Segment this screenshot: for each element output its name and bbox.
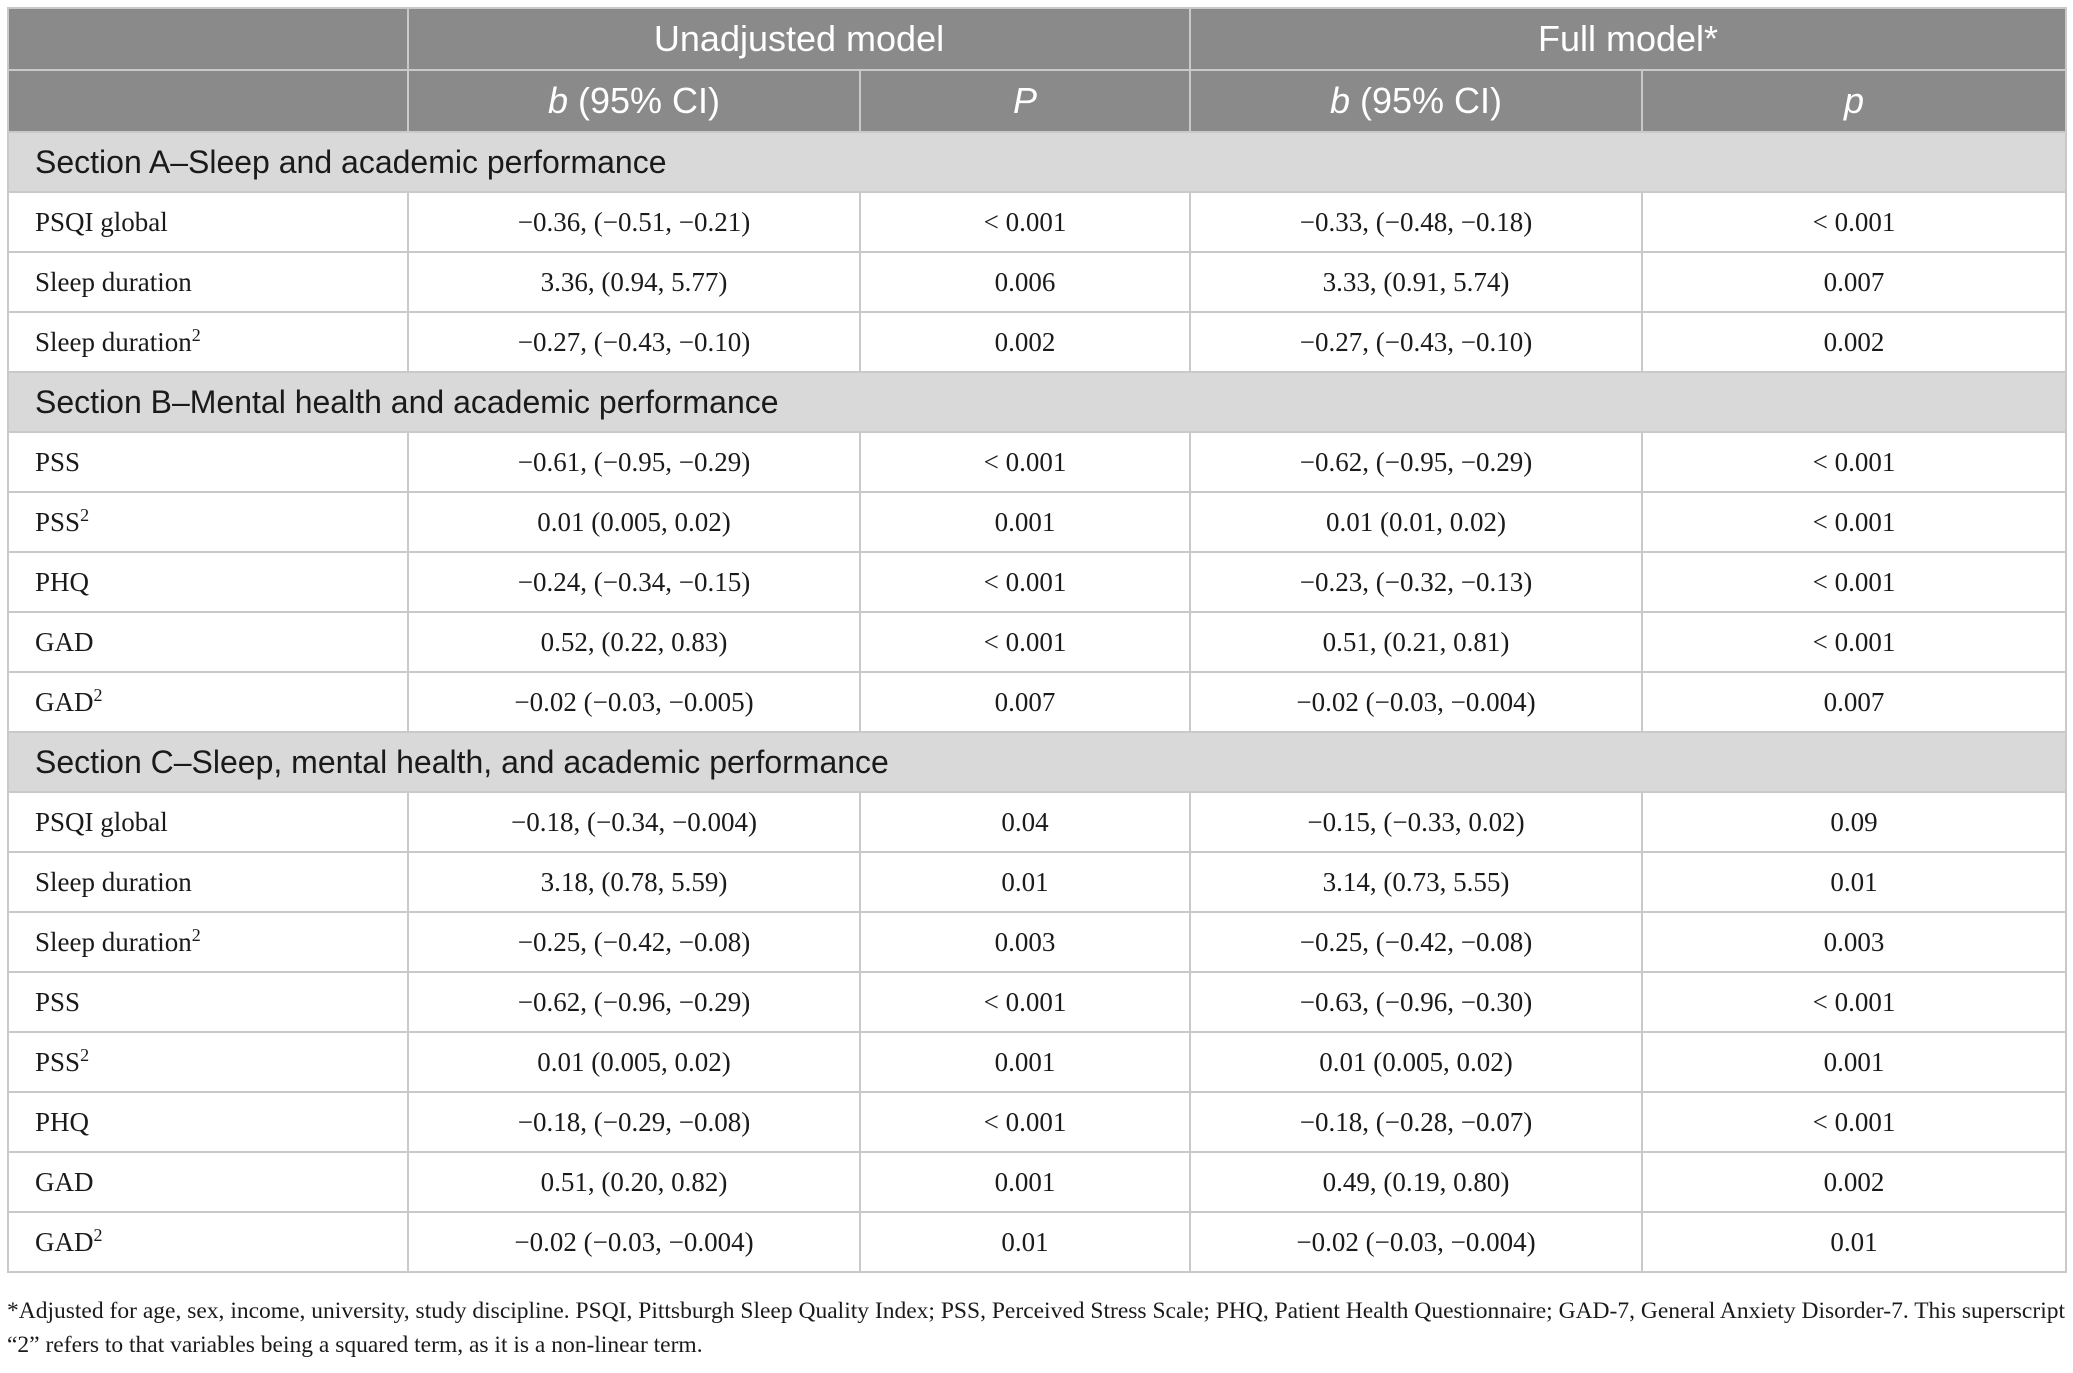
p-unadjusted-cell: 0.003 bbox=[860, 912, 1190, 972]
b-ci-full-cell: 0.51, (0.21, 0.81) bbox=[1190, 612, 1642, 672]
b-ci-full-cell: −0.02 (−0.03, −0.004) bbox=[1190, 672, 1642, 732]
table-header bbox=[8, 8, 2066, 132]
b-ci-full-cell: −0.62, (−0.95, −0.29) bbox=[1190, 432, 1642, 492]
row-label-cell bbox=[8, 792, 408, 852]
b-ci-full-cell: −0.25, (−0.42, −0.08) bbox=[1190, 912, 1642, 972]
variable-label: GAD bbox=[35, 1166, 94, 1197]
b-ci-full-cell: −0.02 (−0.03, −0.004) bbox=[1190, 1212, 1642, 1272]
b-symbol: b bbox=[547, 80, 568, 121]
row-label-cell bbox=[8, 192, 408, 252]
p-full-cell: < 0.001 bbox=[1642, 612, 2066, 672]
p-unadjusted-cell: 0.001 bbox=[860, 1032, 1190, 1092]
row-label-cell bbox=[8, 852, 408, 912]
p-full-cell: < 0.001 bbox=[1642, 972, 2066, 1032]
p-full-cell: 0.001 bbox=[1642, 1032, 2066, 1092]
variable-label: Sleep duration bbox=[35, 866, 192, 897]
b-ci-unadjusted-cell: 3.36, (0.94, 5.77) bbox=[408, 252, 860, 312]
b-ci-unadjusted-cell: −0.27, (−0.43, −0.10) bbox=[408, 312, 860, 372]
variable-label: PSS bbox=[35, 986, 81, 1017]
b-ci-unadjusted-cell: −0.18, (−0.29, −0.08) bbox=[408, 1092, 860, 1152]
squared-superscript: 2 bbox=[191, 324, 201, 345]
header-p-unadjusted: P bbox=[860, 70, 1190, 132]
header-empty-cell bbox=[8, 8, 408, 70]
row-label-cell bbox=[8, 612, 408, 672]
b-ci-full-cell: −0.18, (−0.28, −0.07) bbox=[1190, 1092, 1642, 1152]
section-title: Section C–Sleep, mental health, and academic performance bbox=[8, 732, 2066, 792]
p-full-cell: 0.09 bbox=[1642, 792, 2066, 852]
b-ci-unadjusted-cell: −0.18, (−0.34, −0.004) bbox=[408, 792, 860, 852]
row-label-cell bbox=[8, 1212, 408, 1272]
regression-table-container bbox=[7, 7, 2065, 1273]
b-ci-unadjusted-cell: −0.02 (−0.03, −0.005) bbox=[408, 672, 860, 732]
b-ci-unadjusted-cell: 0.51, (0.20, 0.82) bbox=[408, 1152, 860, 1212]
row-label-cell bbox=[8, 972, 408, 1032]
b-ci-unadjusted-cell: 3.18, (0.78, 5.59) bbox=[408, 852, 860, 912]
header-unadjusted-model: Unadjusted model bbox=[408, 8, 1190, 70]
variable-label: GAD bbox=[35, 686, 94, 717]
header-b-ci-unadjusted bbox=[408, 70, 860, 132]
p-unadjusted-cell: 0.04 bbox=[860, 792, 1190, 852]
b-ci-full-cell: −0.23, (−0.32, −0.13) bbox=[1190, 552, 1642, 612]
p-unadjusted-cell: 0.001 bbox=[860, 492, 1190, 552]
p-unadjusted-cell: < 0.001 bbox=[860, 612, 1190, 672]
p-unadjusted-cell: < 0.001 bbox=[860, 1092, 1190, 1152]
row-label-cell bbox=[8, 252, 408, 312]
p-full-cell: 0.01 bbox=[1642, 1212, 2066, 1272]
b-ci-unadjusted-cell: −0.24, (−0.34, −0.15) bbox=[408, 552, 860, 612]
squared-superscript: 2 bbox=[191, 924, 201, 945]
variable-label: Sleep duration bbox=[35, 266, 192, 297]
table-row bbox=[8, 792, 2066, 852]
table-row bbox=[8, 312, 2066, 372]
header-empty-cell bbox=[8, 70, 408, 132]
b-ci-full-cell: −0.63, (−0.96, −0.30) bbox=[1190, 972, 1642, 1032]
section-header-row bbox=[8, 132, 2066, 192]
row-label-cell bbox=[8, 492, 408, 552]
header-b-ci-full bbox=[1190, 70, 1642, 132]
section-title: Section B–Mental health and academic performance bbox=[8, 372, 2066, 432]
b-ci-unadjusted-cell: 0.01 (0.005, 0.02) bbox=[408, 1032, 860, 1092]
p-unadjusted-cell: 0.007 bbox=[860, 672, 1190, 732]
squared-superscript: 2 bbox=[80, 1044, 90, 1065]
table-row bbox=[8, 1212, 2066, 1272]
variable-label: GAD bbox=[35, 626, 94, 657]
b-ci-full-cell: 0.01 (0.005, 0.02) bbox=[1190, 1032, 1642, 1092]
table-row bbox=[8, 912, 2066, 972]
p-unadjusted-cell: < 0.001 bbox=[860, 972, 1190, 1032]
table-row bbox=[8, 432, 2066, 492]
table-body bbox=[8, 132, 2066, 1272]
p-full-cell: < 0.001 bbox=[1642, 492, 2066, 552]
header-p-full: p bbox=[1642, 70, 2066, 132]
header-full-model: Full model* bbox=[1190, 8, 2066, 70]
ci-label: (95% CI) bbox=[1349, 80, 1503, 121]
p-full-cell: 0.007 bbox=[1642, 252, 2066, 312]
variable-label: PSQI global bbox=[35, 806, 168, 837]
p-full-cell: 0.003 bbox=[1642, 912, 2066, 972]
p-full-cell: 0.007 bbox=[1642, 672, 2066, 732]
b-ci-unadjusted-cell: −0.36, (−0.51, −0.21) bbox=[408, 192, 860, 252]
p-full-cell: 0.01 bbox=[1642, 852, 2066, 912]
table-row bbox=[8, 192, 2066, 252]
table-row bbox=[8, 1032, 2066, 1092]
squared-superscript: 2 bbox=[80, 504, 90, 525]
b-ci-full-cell: −0.33, (−0.48, −0.18) bbox=[1190, 192, 1642, 252]
b-symbol: b bbox=[1329, 80, 1350, 121]
b-ci-full-cell: 0.01 (0.01, 0.02) bbox=[1190, 492, 1642, 552]
p-full-cell: < 0.001 bbox=[1642, 432, 2066, 492]
table-row bbox=[8, 552, 2066, 612]
row-label-cell bbox=[8, 1092, 408, 1152]
table-row bbox=[8, 252, 2066, 312]
variable-label: PHQ bbox=[35, 1106, 90, 1137]
b-ci-unadjusted-cell: −0.25, (−0.42, −0.08) bbox=[408, 912, 860, 972]
table-row bbox=[8, 612, 2066, 672]
squared-superscript: 2 bbox=[93, 1224, 103, 1245]
p-unadjusted-cell: 0.01 bbox=[860, 852, 1190, 912]
p-unadjusted-cell: 0.001 bbox=[860, 1152, 1190, 1212]
p-full-cell: 0.002 bbox=[1642, 312, 2066, 372]
b-ci-unadjusted-cell: −0.02 (−0.03, −0.004) bbox=[408, 1212, 860, 1272]
p-unadjusted-cell: 0.006 bbox=[860, 252, 1190, 312]
b-ci-full-cell: −0.27, (−0.43, −0.10) bbox=[1190, 312, 1642, 372]
p-full-cell: 0.002 bbox=[1642, 1152, 2066, 1212]
b-ci-full-cell: 3.14, (0.73, 5.55) bbox=[1190, 852, 1642, 912]
variable-label: PSS bbox=[35, 506, 81, 537]
p-unadjusted-cell: 0.01 bbox=[860, 1212, 1190, 1272]
row-label-cell bbox=[8, 432, 408, 492]
p-full-cell: < 0.001 bbox=[1642, 192, 2066, 252]
section-header-row bbox=[8, 372, 2066, 432]
row-label-cell bbox=[8, 1152, 408, 1212]
b-ci-full-cell: 0.49, (0.19, 0.80) bbox=[1190, 1152, 1642, 1212]
table-footnote: *Adjusted for age, sex, income, university, study discipline. PSQI, Pittsburgh Sleep Quality Index; PSS, Perceived Stress Scale; PHQ, Patient Health Questionnaire; GAD-7, General Anxiety Disorder-7. This superscript “2” refers to that variables being a squared term, as it is a non-linear term. bbox=[7, 1298, 2065, 1358]
variable-label: PSS bbox=[35, 446, 81, 477]
variable-label: PHQ bbox=[35, 566, 90, 597]
b-ci-unadjusted-cell: −0.61, (−0.95, −0.29) bbox=[408, 432, 860, 492]
section-header-row bbox=[8, 732, 2066, 792]
row-label-cell bbox=[8, 312, 408, 372]
table-row bbox=[8, 492, 2066, 552]
table-row bbox=[8, 1152, 2066, 1212]
row-label-cell bbox=[8, 912, 408, 972]
row-label-cell bbox=[8, 672, 408, 732]
p-unadjusted-cell: 0.002 bbox=[860, 312, 1190, 372]
b-ci-unadjusted-cell: −0.62, (−0.96, −0.29) bbox=[408, 972, 860, 1032]
p-unadjusted-cell: < 0.001 bbox=[860, 432, 1190, 492]
p-full-cell: < 0.001 bbox=[1642, 552, 2066, 612]
header-row-groups bbox=[8, 8, 2066, 70]
b-ci-unadjusted-cell: 0.52, (0.22, 0.83) bbox=[408, 612, 860, 672]
table-row bbox=[8, 672, 2066, 732]
regression-table bbox=[7, 7, 2067, 1273]
variable-label: Sleep duration bbox=[35, 326, 192, 357]
table-row bbox=[8, 972, 2066, 1032]
table-row bbox=[8, 852, 2066, 912]
row-label-cell bbox=[8, 1032, 408, 1092]
ci-label: (95% CI) bbox=[567, 80, 721, 121]
variable-label: PSS bbox=[35, 1046, 81, 1077]
variable-label: GAD bbox=[35, 1226, 94, 1257]
section-title: Section A–Sleep and academic performance bbox=[8, 132, 2066, 192]
b-ci-unadjusted-cell: 0.01 (0.005, 0.02) bbox=[408, 492, 860, 552]
variable-label: Sleep duration bbox=[35, 926, 192, 957]
p-full-cell: < 0.001 bbox=[1642, 1092, 2066, 1152]
p-unadjusted-cell: < 0.001 bbox=[860, 192, 1190, 252]
b-ci-full-cell: 3.33, (0.91, 5.74) bbox=[1190, 252, 1642, 312]
variable-label: PSQI global bbox=[35, 206, 168, 237]
row-label-cell bbox=[8, 552, 408, 612]
p-unadjusted-cell: < 0.001 bbox=[860, 552, 1190, 612]
header-row-columns bbox=[8, 70, 2066, 132]
table-row bbox=[8, 1092, 2066, 1152]
b-ci-full-cell: −0.15, (−0.33, 0.02) bbox=[1190, 792, 1642, 852]
squared-superscript: 2 bbox=[93, 684, 103, 705]
